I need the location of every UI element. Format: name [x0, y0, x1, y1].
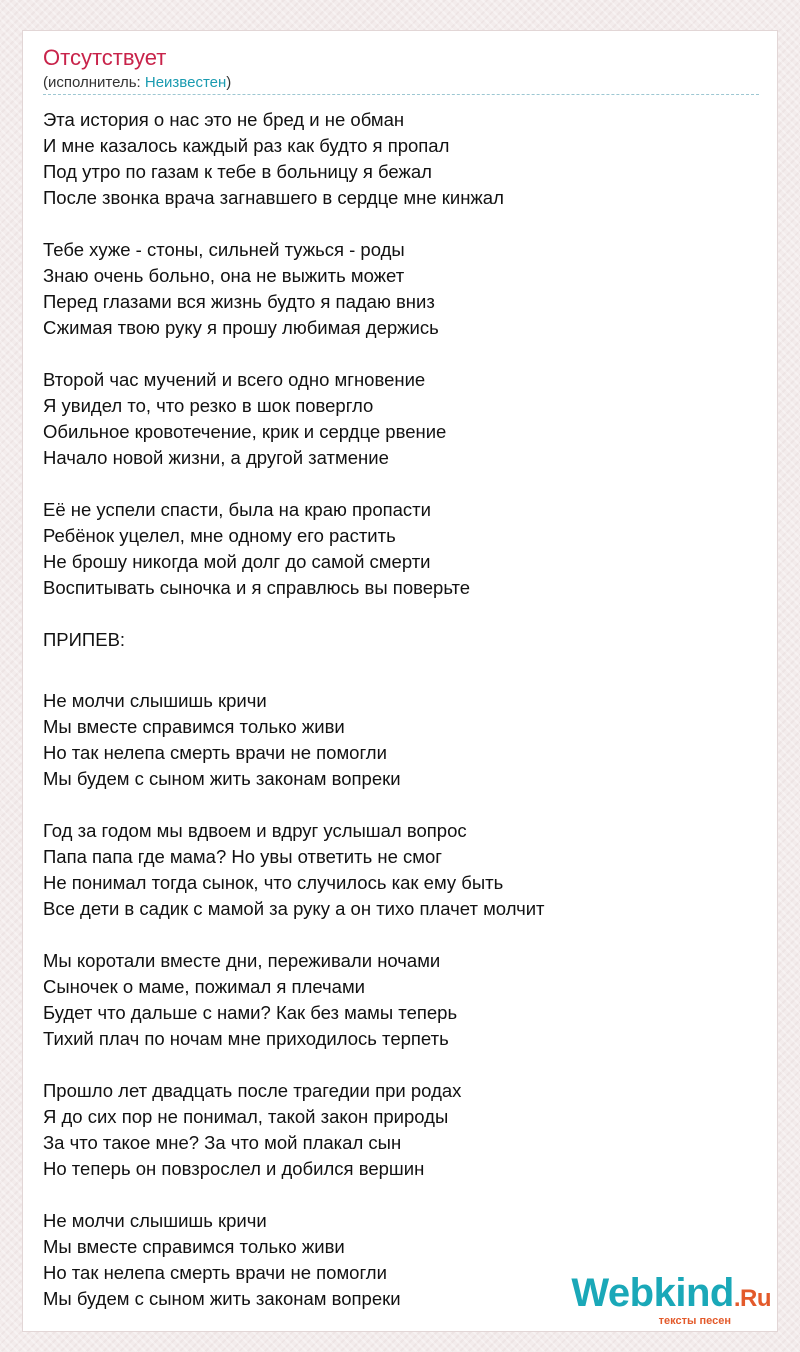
lyrics-line: После звонка врача загнавшего в сердце мне кинжал [43, 187, 504, 208]
lyrics-line: Не брошу никогда мой долг до самой смерти [43, 551, 431, 572]
lyrics-stanza [43, 1078, 759, 1182]
song-title: Отсутствует [43, 45, 167, 70]
lyrics-stanza [43, 818, 759, 922]
lyrics-line: Сжимая твою руку я прошу любимая держись [43, 317, 439, 338]
lyrics-line: Не молчи слышишь кричи [43, 690, 267, 711]
lyrics-line: Мы вместе справимся только живи [43, 1236, 345, 1257]
lyrics-stanza [43, 107, 759, 211]
lyrics-line: Не молчи слышишь кричи [43, 1210, 267, 1231]
lyrics-line: Воспитывать сыночка и я справлюсь вы поверьте [43, 577, 471, 598]
lyrics-line: Начало новой жизни, а другой затмение [43, 447, 389, 468]
site-logo[interactable] [571, 1273, 771, 1327]
lyrics-line: Под утро по газам к тебе в больницу я бежал [43, 161, 432, 182]
lyrics-line: Ребёнок уцелел, мне одному его растить [43, 525, 396, 546]
lyrics-line: Сыночек о маме, пожимал я плечами [43, 976, 366, 997]
lyrics-line: Не понимал тогда сынок, что случилось как ему быть [43, 872, 504, 893]
lyrics-stanza [43, 497, 759, 601]
lyrics-line: Папа папа где мама? Но увы ответить не смог [43, 846, 443, 867]
lyrics-line: Я увидел то, что резко в шок повергло [43, 395, 374, 416]
lyrics-stanza [43, 688, 759, 792]
artist-suffix: ) [226, 74, 232, 91]
logo-tld: .Ru [733, 1285, 771, 1312]
artist-line [43, 74, 231, 91]
lyrics-line: Я до сих пор не понимал, такой закон природы [43, 1106, 449, 1127]
lyrics-line: Прошло лет двадцать после трагедии при родах [43, 1080, 462, 1101]
lyrics-line: Все дети в садик с мамой за руку а он тихо плачет молчит [43, 898, 545, 919]
logo-name: Webkind [571, 1271, 734, 1315]
lyrics-line: Мы будем с сыном жить законам вопреки [43, 1288, 401, 1309]
lyrics-line: Второй час мучений и всего одно мгновение [43, 369, 426, 390]
lyrics-line: Эта история о нас это не бред и не обман [43, 109, 405, 130]
artist-link[interactable]: Неизвестен [144, 74, 227, 91]
lyrics-body [43, 107, 759, 1338]
lyrics-line: ПРИПЕВ: [43, 629, 126, 650]
lyrics-line: Мы коротали вместе дни, переживали ночами [43, 950, 441, 971]
lyrics-stanza [43, 627, 759, 653]
lyrics-line: Но так нелепа смерть врачи не помогли [43, 1262, 387, 1283]
lyrics-line: Тебе хуже - стоны, сильней тужься - роды [43, 239, 405, 260]
logo-wordmark [571, 1273, 771, 1319]
lyrics-line: Перед глазами вся жизнь будто я падаю вниз [43, 291, 435, 312]
title-divider [43, 94, 759, 95]
lyrics-stanza [43, 237, 759, 341]
lyrics-line: Но так нелепа смерть врачи не помогли [43, 742, 387, 763]
lyrics-line: За что такое мне? За что мой плакал сын [43, 1132, 402, 1153]
lyrics-line: Будет что дальше с нами? Как без мамы теперь [43, 1002, 458, 1023]
lyrics-line: Год за годом мы вдвоем и вдруг услышал вопрос [43, 820, 467, 841]
artist-prefix: (исполнитель: [43, 74, 145, 91]
lyrics-line: И мне казалось каждый раз как будто я пропал [43, 135, 450, 156]
lyrics-stanza [43, 367, 759, 471]
lyrics-line: Мы вместе справимся только живи [43, 716, 345, 737]
lyrics-line: Мы будем с сыном жить законам вопреки [43, 768, 401, 789]
lyrics-line: Тихий плач по ночам мне приходилось терпеть [43, 1028, 449, 1049]
lyrics-card [22, 30, 778, 1332]
lyrics-stanza [43, 948, 759, 1052]
logo-tagline: тексты песен [658, 1315, 731, 1327]
lyrics-line: Но теперь он повзрослел и добился вершин [43, 1158, 425, 1179]
lyrics-line: Обильное кровотечение, крик и сердце рвение [43, 421, 447, 442]
lyrics-line: Знаю очень больно, она не выжить может [43, 265, 405, 286]
lyrics-line: Её не успели спасти, была на краю пропасти [43, 499, 431, 520]
